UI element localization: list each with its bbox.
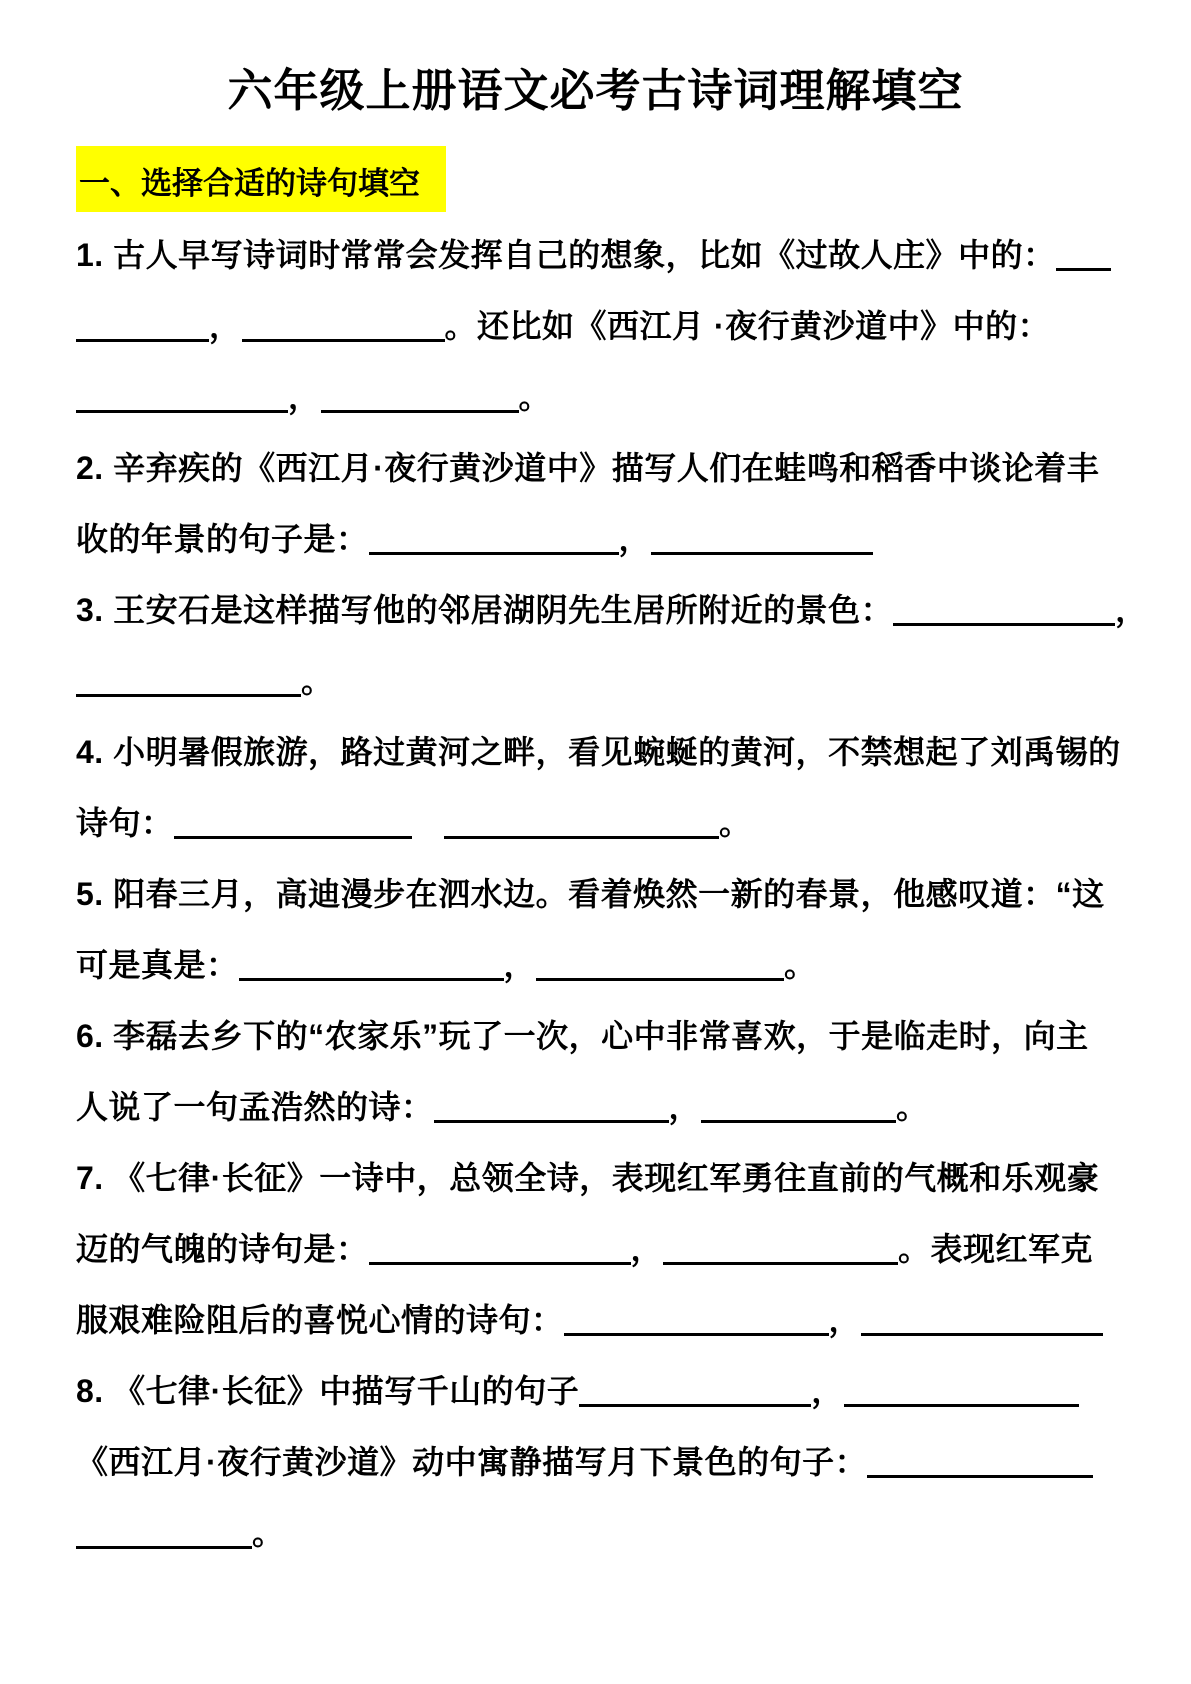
question-text: ， [503,947,537,983]
question-text: 。 [719,805,752,841]
answer-blank [536,975,784,981]
question-text: 可是真是： [76,947,239,983]
question-text: 1. 古人早写诗词时常常会发挥自己的想象，比如《过故人庄》中的： [76,237,1056,273]
question-line [76,433,1115,504]
question-text: 人说了一句孟浩然的诗： [76,1089,434,1125]
question-text: ， [618,521,652,557]
question-line [76,1001,1115,1072]
question-text: ， [828,1302,862,1338]
question-text: 7. 《七律·长征》一诗中，总领全诗，表现红军勇往直前的气概和乐观豪 [76,1160,1100,1196]
answer-blank [369,549,619,555]
question-text: 迈的气魄的诗句是： [76,1231,369,1267]
question-text: ， [288,379,321,415]
answer-blank [242,336,445,342]
answer-blank [861,1330,1103,1336]
question-item [76,1143,1115,1356]
answer-blank [663,1259,898,1265]
question-item [76,220,1115,433]
question-line [76,646,1115,717]
question-text: 8. 《七律·长征》中描写千山的句子 [76,1373,580,1409]
question-line [76,1356,1115,1427]
question-line [76,1143,1115,1214]
question-text [412,805,445,841]
worksheet-body [76,220,1148,1569]
answer-blank [174,833,412,839]
question-line [76,1072,1115,1143]
question-item [76,859,1115,1001]
question-line [76,930,1115,1001]
question-text: ， [1115,592,1148,628]
question-line [76,859,1115,930]
question-text: 3. 王安石是这样描写他的邻居湖阴先生居所附近的景色： [76,592,894,628]
question-text: 服艰难险阻后的喜悦心情的诗句： [76,1302,564,1338]
answer-blank [76,336,209,342]
answer-blank [434,1117,669,1123]
question-line [76,717,1121,788]
question-item [76,1001,1115,1143]
answer-blank [651,549,873,555]
answer-blank [239,975,504,981]
question-line [76,788,1115,859]
question-text: 。 [896,1089,929,1125]
answer-blank [893,620,1115,626]
answer-blank [321,407,519,413]
question-text: 。 [252,1515,285,1551]
question-line [76,291,1115,362]
page-title: 六年级上册语文必考古诗词理解填空 [227,65,964,116]
question-text: ， [811,1373,844,1409]
question-line [76,1285,1115,1356]
question-text: 2. 辛弃疾的《西江月·夜行黄沙道中》描写人们在蛙鸣和稻香中谈论着丰 [76,450,1100,486]
question-line [76,1498,1115,1569]
answer-blank [701,1117,896,1123]
answer-blank [564,1330,829,1336]
question-line [76,575,1148,646]
answer-blank [579,1401,811,1407]
question-text: 《西江月·夜行黄沙道》动中寓静描写月下景色的句子： [76,1444,868,1480]
question-item [76,433,1115,575]
question-text: 诗句： [76,805,174,841]
answer-blank [76,407,288,413]
question-text: 。表现红军克 [898,1231,1094,1267]
question-text: 5. 阳春三月，高迪漫步在泗水边。看着焕然一新的春景，他感叹道：“这 [76,876,1105,912]
answer-blank [76,1543,252,1549]
question-item [76,575,1148,717]
question-text: 。 [301,663,334,699]
question-item [76,1356,1115,1569]
question-text: ， [209,308,242,344]
question-text: 。 [518,379,552,415]
question-text: 。还比如《西江月 ·夜行黄沙道中》中的： [444,308,1051,344]
question-text: ， [668,1089,702,1125]
answer-blank [867,1472,1093,1478]
answer-blank [1056,265,1111,271]
answer-blank [76,691,301,697]
question-text: 。 [784,947,817,983]
question-line [76,220,1115,291]
question-item [76,717,1121,859]
question-line [76,1214,1115,1285]
section-header: 一、选择合适的诗句填空 [76,146,446,212]
question-text: 4. 小明暑假旅游，路过黄河之畔，看见蜿蜒的黄河，不禁想起了刘禹锡的 [76,734,1121,770]
question-text: ， [630,1231,664,1267]
question-text: 6. 李磊去乡下的“农家乐”玩了一次，心中非常喜欢，于是临走时，向主 [76,1018,1089,1054]
answer-blank [369,1259,631,1265]
question-line [76,1427,1115,1498]
answer-blank [844,1401,1079,1407]
question-line [76,362,1115,433]
question-text: 收的年景的句子是： [76,521,369,557]
answer-blank [444,833,719,839]
question-line [76,504,1115,575]
